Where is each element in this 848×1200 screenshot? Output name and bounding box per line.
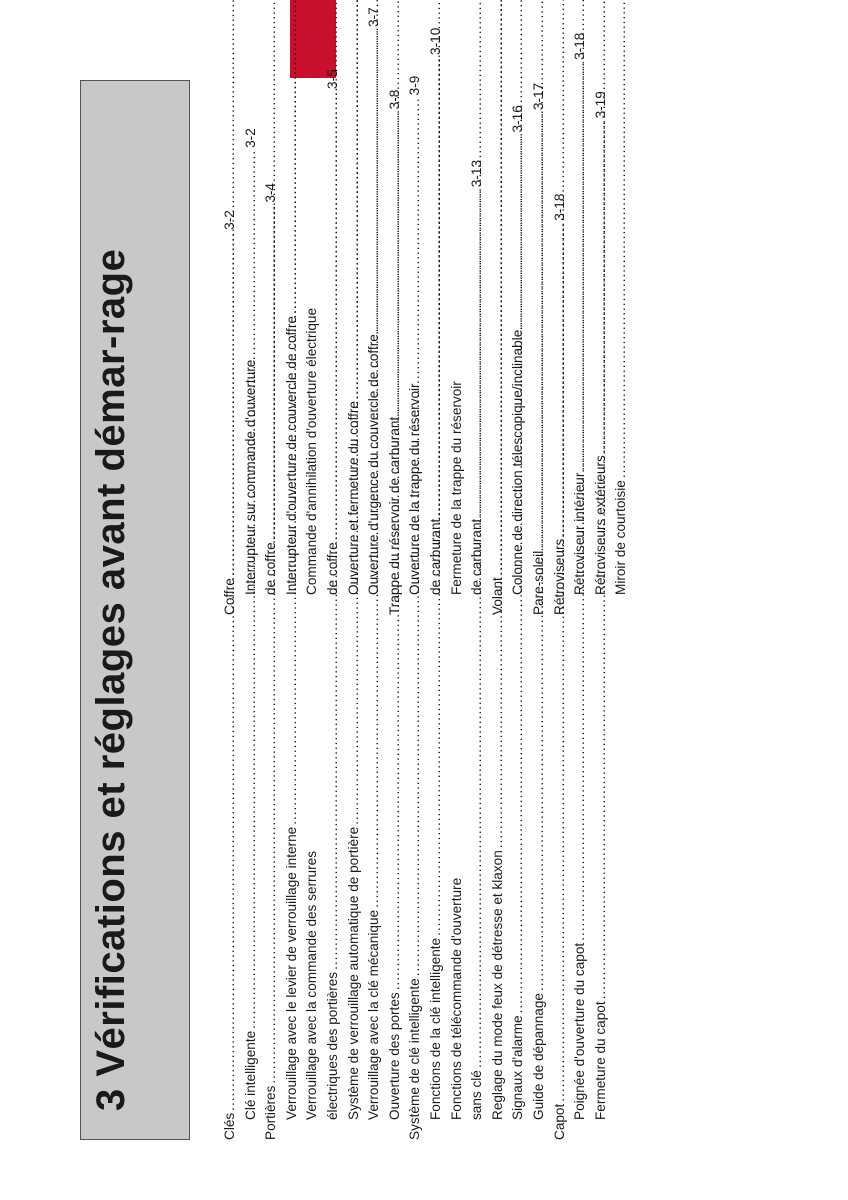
toc-entry[interactable] <box>426 195 447 615</box>
toc-entry-label: Rétroviseurs extérieurs <box>592 455 608 595</box>
toc-entry[interactable] <box>344 195 365 615</box>
toc-entry[interactable] <box>529 195 550 615</box>
toc-page-number: 3-19 <box>592 91 608 119</box>
toc-entry[interactable] <box>447 195 468 615</box>
toc-entry-label: Fonctions de la clé intelligente <box>427 937 443 1120</box>
toc-dot-leader <box>282 0 303 314</box>
toc-dot-leader <box>570 0 591 471</box>
toc-entry[interactable] <box>344 720 365 1140</box>
toc-entry-label: Verrouillage avec la clé mécanique <box>366 909 382 1120</box>
toc-page-number: 3-7 <box>366 7 382 27</box>
toc-page-number: 3-8 <box>386 89 402 110</box>
toc-page-number: 3-16 <box>510 105 526 133</box>
toc-page-number: 3-9 <box>407 75 423 96</box>
toc-page-number: 3-18 <box>551 193 567 221</box>
toc-entry[interactable] <box>220 195 241 615</box>
toc-entry[interactable] <box>570 195 591 615</box>
chapter-title: 3 Vérifications et réglages avant démar-rage <box>89 248 133 1111</box>
toc-entry-label: Reglage du mode feux de détresse et klaxon <box>489 850 505 1120</box>
chapter-title-box <box>80 80 190 1140</box>
toc-entry-label: Rétroviseurs <box>551 538 567 615</box>
toc-entry-label: Système de clé intelligente <box>407 978 423 1140</box>
toc-entry-label: Verrouillage avec la commande des serrures <box>304 851 320 1120</box>
toc-entry-label: Commande d'annihilation d'ouverture électrique <box>304 307 320 595</box>
toc-entry[interactable] <box>508 195 529 615</box>
toc-dot-leader <box>261 0 282 540</box>
toc-entry[interactable] <box>488 720 509 1140</box>
toc-entry-label: électriques des portières <box>324 971 340 1120</box>
toc-page-number: 3-2 <box>242 128 258 148</box>
toc-entry-label: Interrupteur sur commande d'ouverture <box>242 359 258 595</box>
toc-dot-leader <box>364 0 385 332</box>
toc-dot-leader <box>385 0 406 415</box>
toc-entry-label: de carburant <box>469 518 485 595</box>
toc-dot-leader <box>220 0 241 576</box>
toc-entry-label: Interrupteur d'ouverture de couvercle de coffre <box>283 316 299 595</box>
toc-entry-label: Portières <box>263 1085 279 1140</box>
toc-entry-label: Coffre <box>222 578 237 615</box>
toc-entry-label: Guide de dépannage <box>530 993 546 1120</box>
toc-entry-label: Volant <box>489 577 505 615</box>
toc-entry-label: Poignée d'ouverture du capot <box>572 942 588 1120</box>
toc-entry[interactable] <box>241 195 262 615</box>
toc-page-number: 3-13 <box>469 159 485 188</box>
toc-page-number: 3-18 <box>572 32 588 60</box>
toc-entry[interactable] <box>405 195 426 615</box>
toc-entry-label: Miroir de courtoisie <box>613 480 629 595</box>
toc-entry-label: Clé intelligente <box>242 1030 258 1120</box>
toc-entry-label: Pare-soleil <box>530 550 546 615</box>
toc-entry[interactable] <box>550 195 571 615</box>
toc-entry[interactable] <box>591 195 612 615</box>
toc-page-number: 3-5 <box>324 69 340 89</box>
toc-entry[interactable] <box>385 195 406 615</box>
toc-entry[interactable] <box>447 720 468 1140</box>
toc-entry[interactable] <box>302 195 323 615</box>
toc-entry-label: Trappe du réservoir de carburant <box>386 416 402 615</box>
toc-entry-label: Signaux d'alarme <box>510 1015 526 1120</box>
toc-entry-label: Ouverture d'urgence du couvercle de coffre <box>366 334 382 595</box>
toc-entry[interactable] <box>323 195 344 615</box>
toc-entry-label: sans clé <box>469 1070 485 1120</box>
toc-page-number: 3-17 <box>530 82 546 111</box>
toc-entry-label: Rétroviseur intérieur <box>572 472 588 595</box>
toc-entry-label: Fermeture du capot <box>592 1001 608 1120</box>
toc-entry[interactable] <box>364 195 385 615</box>
toc-dot-leader <box>426 0 447 517</box>
toc-entry-label: Système de verrouillage automatique de portière <box>345 826 361 1120</box>
toc-page-number: 3-4 <box>263 183 279 203</box>
toc-entry[interactable] <box>467 195 488 615</box>
toc-page-number: 3-2 <box>222 210 237 230</box>
toc-dot-leader <box>323 0 344 540</box>
toc-entry[interactable] <box>611 195 632 615</box>
toc-dot-leader <box>550 0 571 537</box>
toc-entry-label: de carburant <box>427 518 443 595</box>
toc-dot-leader <box>488 0 509 575</box>
toc-column-right <box>220 195 632 615</box>
toc-dot-leader <box>529 0 550 549</box>
toc-entry[interactable] <box>282 720 303 1140</box>
toc-entry-label: Colonne de direction télescopique/inclinable <box>510 329 526 595</box>
toc-entry-label: Ouverture et fermeture du coffre <box>345 401 361 595</box>
toc-entry-label: Capot <box>551 1103 567 1140</box>
toc-dot-leader <box>591 0 612 453</box>
toc-entry-label: Clés <box>222 1112 237 1140</box>
toc-entry[interactable] <box>488 195 509 615</box>
toc-entry[interactable] <box>302 720 323 1140</box>
toc-entry-label: Ouverture de la trappe du réservoir <box>407 383 423 595</box>
toc-entry-label: Fermeture de la trappe du réservoir <box>448 381 464 595</box>
toc-entry-label: de coffre <box>324 542 340 595</box>
toc-entry[interactable] <box>261 195 282 615</box>
toc-entry-label: Ouverture des portes <box>386 992 402 1120</box>
toc-dot-leader <box>611 0 632 478</box>
toc-dot-leader <box>467 0 488 517</box>
rotated-page-content <box>80 7 640 1140</box>
toc-dot-leader <box>508 0 529 328</box>
toc-entry-label: de coffre <box>263 542 279 595</box>
toc-dot-leader <box>344 0 365 399</box>
toc-entry-label: Fonctions de télécommande d'ouverture <box>448 877 464 1120</box>
toc-entry[interactable] <box>282 195 303 615</box>
toc-page-number: 3-10 <box>427 27 443 55</box>
toc-entry-label: Verrouillage avec le levier de verrouillage interne <box>283 826 299 1120</box>
